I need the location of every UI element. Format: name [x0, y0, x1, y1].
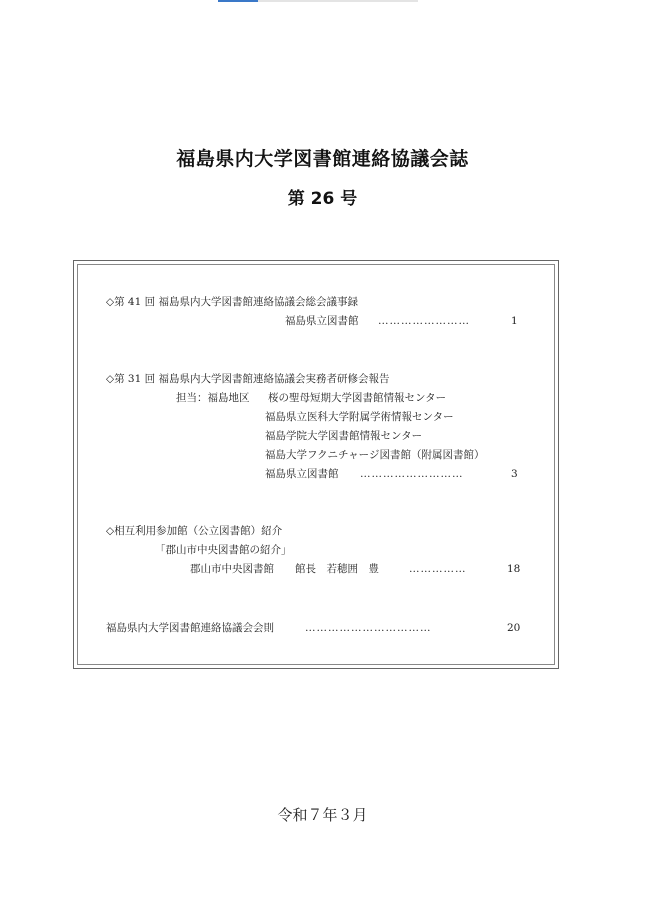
top-scroll-indicator — [218, 0, 418, 2]
toc-entry-1-page: 1 — [511, 315, 518, 327]
document-title: 福島県内大学図書館連絡協議会誌 — [176, 148, 469, 170]
top-scroll-indicator-progress — [218, 0, 258, 2]
toc-entry-2-page: 3 — [511, 468, 518, 480]
toc-entry-4-page: 20 — [507, 622, 521, 634]
toc-entry-3-leader-dots: …………… — [409, 563, 467, 575]
toc-entry-3-subtitle: 「郡山市中央図書館の紹介」 — [155, 544, 292, 556]
toc-entry-2-library-2: 福島県立医科大学附属学術情報センター — [265, 411, 454, 423]
toc-entry-2-library-1: 桜の聖母短期大学図書館情報センター — [268, 392, 447, 404]
toc-entry-2-heading: ◇第 31 回 福島県内大学図書館連絡協議会実務者研修会報告 — [106, 373, 390, 385]
toc-entry-3-author: 郡山市中央図書館 館長 若穂囲 豊 — [190, 563, 379, 575]
toc-entry-2-library-4: 福島大学フクニチャージ図書館（附属図書館） — [265, 449, 485, 461]
toc-entry-3-page: 18 — [507, 563, 521, 575]
toc-entry-1-author: 福島県立図書館 — [285, 315, 359, 327]
issue-number: 第 26 号 — [287, 189, 358, 209]
toc-entry-2-library-3: 福島学院大学図書館情報センター — [265, 430, 423, 442]
publication-date: 令和７年３月 — [277, 806, 368, 824]
toc-entry-2-leader-dots: ……………………… — [360, 468, 464, 480]
toc-entry-1-leader-dots: …………………… — [378, 315, 470, 327]
toc-entry-2-library-5: 福島県立図書館 — [265, 468, 339, 480]
toc-entry-1-heading: ◇第 41 回 福島県内大学図書館連絡協議会総会議事録 — [106, 296, 358, 308]
toc-entry-4-leader-dots: …………………………… — [305, 622, 432, 634]
toc-entry-3-heading: ◇相互利用参加館（公立図書館）紹介 — [106, 525, 283, 537]
toc-entry-2-lead: 担当：福島地区 — [176, 392, 250, 404]
toc-entry-4-heading: 福島県内大学図書館連絡協議会会則 — [106, 622, 274, 634]
